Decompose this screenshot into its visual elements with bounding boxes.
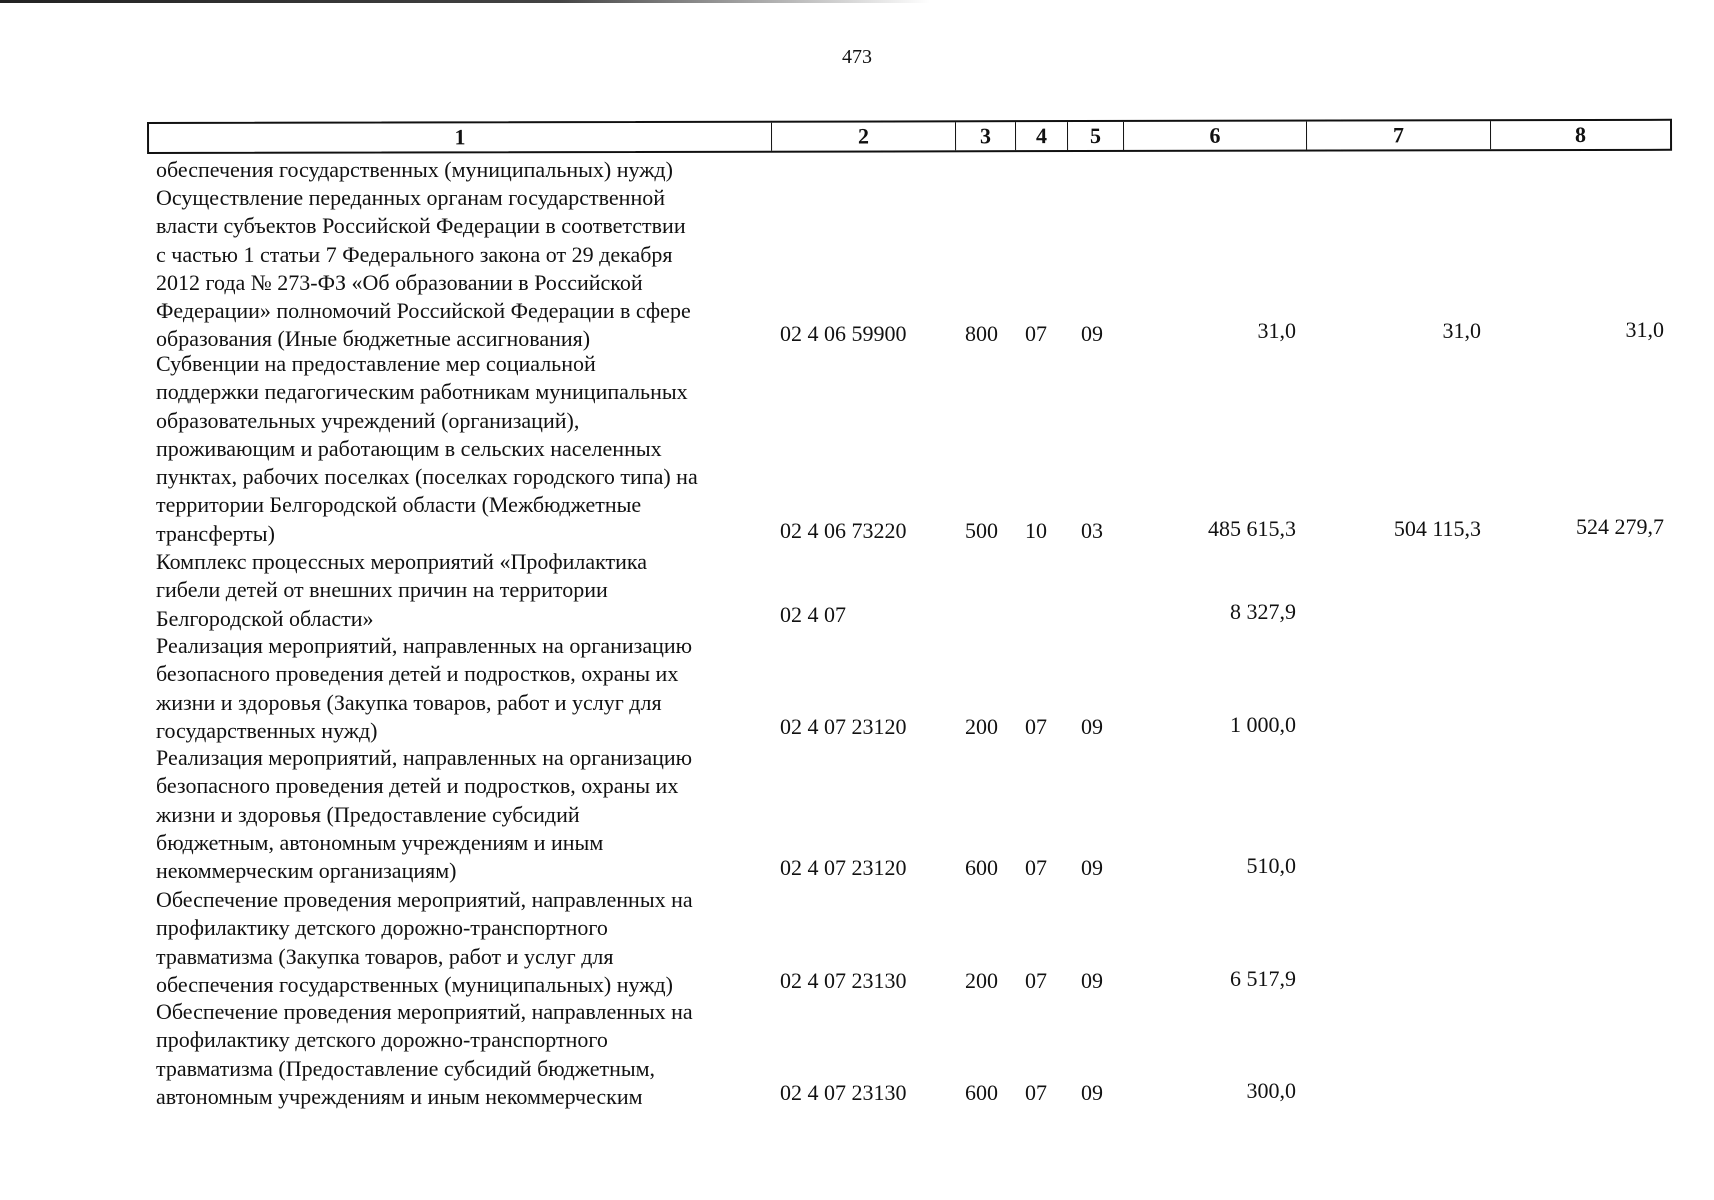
row-description — [156, 350, 758, 548]
description-line: Белгородской области» — [156, 605, 374, 631]
description-line: Реализация мероприятий, направленных на организацию — [156, 633, 693, 658]
row-description — [156, 548, 758, 633]
description-line: профилактику детского дорожно-транспортного — [156, 915, 608, 941]
description-line: жизни и здоровья (Предоставление субсидий — [156, 801, 580, 827]
amount-col-7: 31,0 — [1442, 318, 1481, 343]
description-line: Обеспечение проведения мероприятий, направленных на — [156, 887, 693, 912]
header-col-2: 2 — [771, 122, 955, 150]
row-description — [156, 886, 758, 999]
scan-edge — [0, 0, 930, 3]
row-description — [156, 156, 758, 184]
description-line: жизни и здоровья (Закупка товаров, работ и услуг для — [156, 689, 662, 715]
subsection-code: 03 — [1081, 518, 1103, 543]
section-code: 07 — [1025, 714, 1047, 739]
amount-col-6: 31,0 — [1257, 318, 1296, 343]
expense-type: 200 — [965, 968, 998, 993]
row-description — [156, 184, 758, 354]
expense-type: 600 — [965, 1080, 998, 1105]
section-code: 07 — [1025, 855, 1047, 880]
description-line: образовательных учреждений (организаций), — [156, 407, 580, 433]
description-line: Реализация мероприятий, направленных на организацию — [156, 745, 693, 770]
section-code: 07 — [1025, 321, 1047, 346]
budget-code: 02 4 07 23120 — [780, 855, 907, 880]
amount-col-6: 6 517,9 — [1230, 966, 1296, 991]
table-header-row — [147, 119, 1672, 154]
budget-code: 02 4 07 — [780, 602, 846, 627]
expense-type: 200 — [965, 714, 998, 739]
description-line: Осуществление переданных органам государственной — [156, 185, 665, 210]
description-line: с частью 1 статьи 7 Федерального закона от 29 декабря — [156, 241, 673, 267]
description-line: автономным учреждениям и иным некоммерческим — [156, 1083, 643, 1109]
amount-col-6: 300,0 — [1246, 1078, 1296, 1103]
subsection-code: 09 — [1081, 968, 1103, 993]
header-col-7: 7 — [1306, 121, 1490, 149]
description-line: некоммерческим организациям) — [156, 858, 457, 884]
section-code: 07 — [1025, 1080, 1047, 1105]
subsection-code: 09 — [1081, 855, 1103, 880]
description-line: трансферты) — [156, 520, 275, 546]
expense-type: 800 — [965, 321, 998, 346]
expense-type: 500 — [965, 518, 998, 543]
description-line: травматизма (Предоставление субсидий бюджетным, — [156, 1055, 656, 1081]
budget-code: 02 4 07 23130 — [780, 1080, 907, 1105]
amount-col-8: 31,0 — [1625, 317, 1664, 342]
description-line: Комплекс процессных мероприятий «Профилактика — [156, 549, 648, 574]
section-code: 07 — [1025, 968, 1047, 993]
description-line: власти субъектов Российской Федерации в соответствии — [156, 213, 686, 239]
amount-col-6: 1 000,0 — [1230, 712, 1296, 737]
header-col-5: 5 — [1067, 122, 1123, 150]
description-line: безопасного проведения детей и подростков, охраны их — [156, 661, 679, 687]
amount-col-6: 510,0 — [1246, 853, 1296, 878]
header-col-3: 3 — [955, 122, 1015, 150]
header-col-1: 1 — [454, 124, 466, 150]
description-line: профилактику детского дорожно-транспортного — [156, 1027, 608, 1053]
description-line: гибели детей от внешних причин на территории — [156, 577, 608, 603]
amount-col-8: 524 279,7 — [1576, 514, 1664, 539]
subsection-code: 09 — [1081, 321, 1103, 346]
budget-code: 02 4 06 73220 — [780, 518, 907, 543]
header-col-4: 4 — [1015, 122, 1067, 150]
row-description — [156, 998, 758, 1111]
description-line: бюджетным, автономным учреждениям и иным — [156, 829, 604, 855]
subsection-code: 09 — [1081, 1080, 1103, 1105]
budget-code: 02 4 07 23120 — [780, 714, 907, 739]
description-line: Субвенции на предоставление мер социальной — [156, 351, 596, 376]
subsection-code: 09 — [1081, 714, 1103, 739]
expense-type: 600 — [965, 855, 998, 880]
description-line: обеспечения государственных (муниципальных) нужд) — [156, 971, 673, 997]
description-line: безопасного проведения детей и подростков, охраны их — [156, 773, 679, 799]
description-line: обеспечения государственных (муниципальных) нужд) — [156, 157, 673, 182]
description-line: Федерации» полномочий Российской Федерации в сфере — [156, 298, 691, 324]
description-line: государственных нужд) — [156, 717, 378, 743]
budget-code: 02 4 06 59900 — [780, 321, 907, 346]
description-line: поддержки педагогическим работникам муниципальных — [156, 379, 688, 405]
description-line: пунктах, рабочих поселках (поселках городского типа) на — [156, 464, 698, 490]
section-code: 10 — [1025, 518, 1047, 543]
description-line: территории Белгородской области (Межбюджетные — [156, 492, 642, 518]
budget-code: 02 4 07 23130 — [780, 968, 907, 993]
page-number: 473 — [842, 46, 872, 68]
amount-col-6: 8 327,9 — [1230, 599, 1296, 624]
amount-col-6: 485 615,3 — [1208, 516, 1296, 541]
amount-col-7: 504 115,3 — [1393, 516, 1481, 541]
description-line: Обеспечение проведения мероприятий, направленных на — [156, 999, 693, 1024]
description-line: травматизма (Закупка товаров, работ и услуг для — [156, 943, 614, 969]
row-description — [156, 744, 758, 885]
row-description — [156, 632, 758, 745]
description-line: 2012 года № 273-ФЗ «Об образовании в Российской — [156, 269, 643, 295]
header-col-8: 8 — [1490, 121, 1670, 149]
description-line: проживающим и работающим в сельских населенных — [156, 435, 662, 461]
description-line: образования (Иные бюджетные ассигнования) — [156, 326, 591, 352]
header-col-6: 6 — [1123, 122, 1306, 150]
